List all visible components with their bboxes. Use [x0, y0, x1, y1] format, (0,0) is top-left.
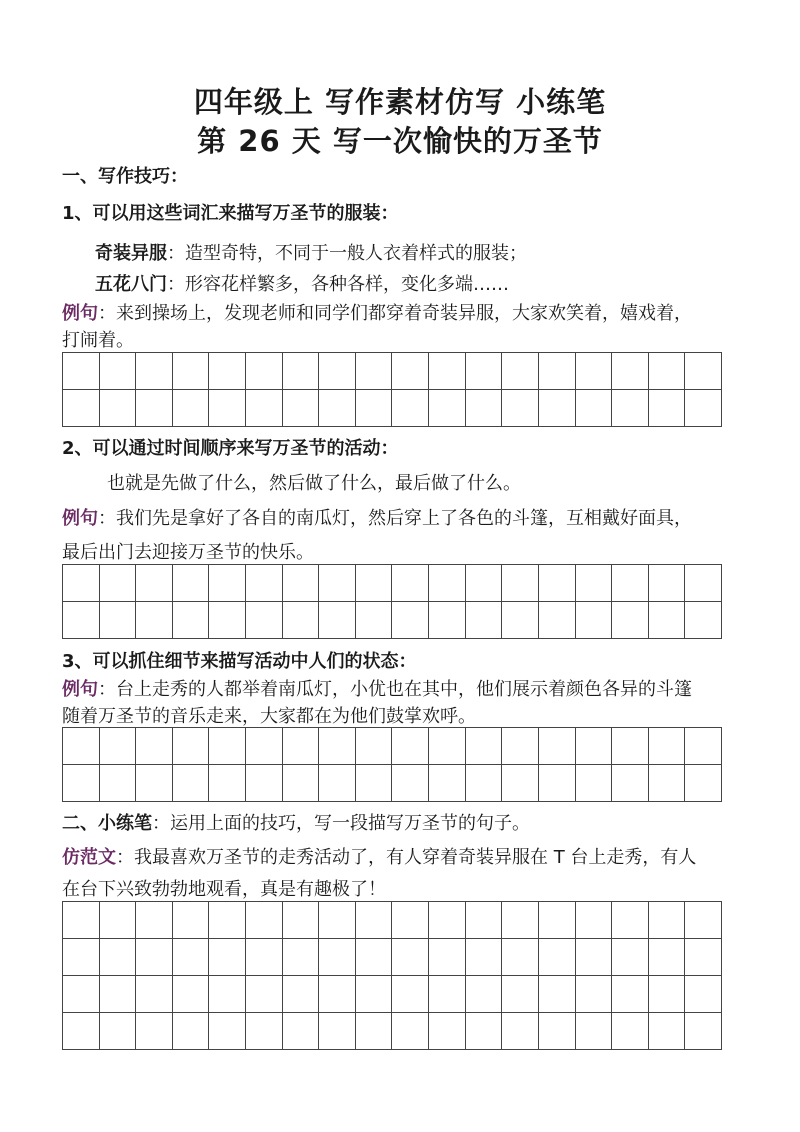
grid-cell[interactable] [246, 565, 283, 602]
grid-cell[interactable] [429, 602, 466, 639]
grid-cell[interactable] [319, 1013, 356, 1050]
grid-cell[interactable] [319, 976, 356, 1013]
tip2-example-text1: ：我们先是拿好了各自的南瓜灯，然后穿上了各色的斗篷，互相戴好面具， [98, 508, 692, 529]
grid-cell[interactable] [100, 602, 137, 639]
grid-cell[interactable] [209, 1013, 246, 1050]
grid-cell[interactable] [502, 939, 539, 976]
grid-cell[interactable] [649, 939, 686, 976]
grid-cell[interactable] [392, 939, 429, 976]
grid-cell[interactable] [576, 602, 613, 639]
grid-cell[interactable] [576, 1013, 613, 1050]
grid-cell[interactable] [100, 390, 137, 427]
grid-cell[interactable] [100, 728, 137, 765]
grid-cell[interactable] [429, 728, 466, 765]
grid-cell[interactable] [283, 902, 320, 939]
grid-cell[interactable] [246, 939, 283, 976]
grid-cell[interactable] [100, 765, 137, 802]
tip1-example-label: 例句 [62, 303, 98, 324]
grid-cell[interactable] [539, 902, 576, 939]
grid-cell[interactable] [209, 939, 246, 976]
writing-grid-4[interactable] [62, 901, 722, 1050]
grid-cell[interactable] [392, 728, 429, 765]
grid-cell[interactable] [649, 765, 686, 802]
grid-cell[interactable] [502, 976, 539, 1013]
grid-cell[interactable] [63, 353, 100, 390]
grid-cell[interactable] [319, 353, 356, 390]
grid-cell[interactable] [612, 765, 649, 802]
grid-cell[interactable] [429, 565, 466, 602]
grid-cell[interactable] [283, 939, 320, 976]
grid-cell[interactable] [612, 728, 649, 765]
grid-cell[interactable] [100, 976, 137, 1013]
grid-cell[interactable] [502, 728, 539, 765]
grid-cell[interactable] [612, 939, 649, 976]
writing-grid-1[interactable] [62, 352, 722, 427]
grid-cell[interactable] [576, 976, 613, 1013]
grid-cell[interactable] [209, 976, 246, 1013]
grid-cell[interactable] [539, 976, 576, 1013]
grid-cell[interactable] [466, 976, 503, 1013]
tip1-term2: 五花八门 [95, 274, 167, 295]
section2-heading: 二、小练笔 [62, 813, 152, 834]
grid-cell[interactable] [246, 602, 283, 639]
grid-cell[interactable] [576, 902, 613, 939]
section2-heading-line [62, 810, 732, 838]
grid-cell[interactable] [685, 353, 722, 390]
grid-cell[interactable] [466, 602, 503, 639]
tip2-example-line1 [62, 505, 732, 533]
grid-cell[interactable] [539, 765, 576, 802]
grid-cell[interactable] [466, 765, 503, 802]
grid-cell[interactable] [429, 1013, 466, 1050]
grid-cell[interactable] [392, 902, 429, 939]
grid-cell[interactable] [100, 939, 137, 976]
grid-cell[interactable] [356, 1013, 393, 1050]
grid-cell[interactable] [173, 939, 210, 976]
grid-cell[interactable] [136, 765, 173, 802]
grid-cell[interactable] [63, 390, 100, 427]
tip2-heading: 2、可以通过时间顺序来写万圣节的活动： [62, 438, 399, 459]
grid-cell[interactable] [356, 353, 393, 390]
worksheet-title: 四年级上 写作素材仿写 小练笔 [193, 85, 607, 119]
grid-cell[interactable] [392, 602, 429, 639]
grid-cell[interactable] [319, 602, 356, 639]
grid-cell[interactable] [209, 565, 246, 602]
grid-cell[interactable] [100, 902, 137, 939]
grid-cell[interactable] [283, 602, 320, 639]
grid-cell[interactable] [173, 602, 210, 639]
grid-cell[interactable] [466, 939, 503, 976]
grid-cell[interactable] [356, 728, 393, 765]
grid-cell[interactable] [209, 902, 246, 939]
grid-cell[interactable] [685, 976, 722, 1013]
grid-cell[interactable] [502, 353, 539, 390]
grid-cell[interactable] [319, 902, 356, 939]
grid-cell[interactable] [283, 728, 320, 765]
tip1-def2: ：形容花样繁多，各种各样，变化多端…… [167, 274, 509, 295]
grid-cell[interactable] [136, 602, 173, 639]
grid-cell[interactable] [100, 1013, 137, 1050]
grid-cell[interactable] [429, 390, 466, 427]
grid-cell[interactable] [649, 565, 686, 602]
grid-cell[interactable] [576, 765, 613, 802]
sample-line1 [62, 844, 732, 872]
grid-cell[interactable] [685, 765, 722, 802]
grid-cell[interactable] [63, 902, 100, 939]
grid-cell[interactable] [63, 765, 100, 802]
grid-cell[interactable] [246, 976, 283, 1013]
grid-cell[interactable] [136, 976, 173, 1013]
grid-cell[interactable] [283, 1013, 320, 1050]
grid-cell[interactable] [173, 902, 210, 939]
grid-cell[interactable] [63, 728, 100, 765]
grid-cell[interactable] [319, 939, 356, 976]
grid-cell[interactable] [392, 1013, 429, 1050]
grid-cell[interactable] [612, 390, 649, 427]
grid-cell[interactable] [649, 353, 686, 390]
grid-cell[interactable] [649, 902, 686, 939]
grid-cell[interactable] [173, 1013, 210, 1050]
tip3-example-line1 [62, 676, 732, 704]
tip3-example-label: 例句 [62, 679, 98, 700]
grid-cell[interactable] [173, 728, 210, 765]
grid-cell[interactable] [173, 976, 210, 1013]
grid-cell[interactable] [392, 765, 429, 802]
grid-cell[interactable] [502, 565, 539, 602]
tip1-term2-line [95, 271, 765, 299]
grid-cell[interactable] [209, 353, 246, 390]
grid-cell[interactable] [466, 390, 503, 427]
grid-cell[interactable] [246, 353, 283, 390]
grid-cell[interactable] [576, 565, 613, 602]
grid-cell[interactable] [392, 353, 429, 390]
grid-cell[interactable] [576, 939, 613, 976]
grid-cell[interactable] [356, 765, 393, 802]
grid-cell[interactable] [429, 902, 466, 939]
grid-cell[interactable] [466, 1013, 503, 1050]
grid-cell[interactable] [539, 390, 576, 427]
tip3-example-line2: 随着万圣节的音乐走来，大家都在为他们鼓掌欢呼。 [62, 706, 476, 727]
grid-cell[interactable] [612, 602, 649, 639]
grid-cell[interactable] [502, 602, 539, 639]
grid-cell[interactable] [319, 390, 356, 427]
grid-cell[interactable] [429, 353, 466, 390]
grid-cell[interactable] [319, 765, 356, 802]
grid-cell[interactable] [576, 353, 613, 390]
tip1-heading: 1、可以用这些词汇来描写万圣节的服装： [62, 203, 399, 224]
grid-cell[interactable] [392, 976, 429, 1013]
section2-instruction: ：运用上面的技巧，写一段描写万圣节的句子。 [152, 813, 530, 834]
tip1-def1: ：造型奇特，不同于一般人衣着样式的服装； [167, 243, 527, 264]
tip2-example-line2: 最后出门去迎接万圣节的快乐。 [62, 542, 314, 563]
grid-cell[interactable] [246, 390, 283, 427]
grid-cell[interactable] [612, 976, 649, 1013]
grid-cell[interactable] [649, 1013, 686, 1050]
grid-cell[interactable] [539, 1013, 576, 1050]
grid-cell[interactable] [63, 976, 100, 1013]
sample-label: 仿范文 [62, 847, 116, 868]
grid-cell[interactable] [685, 602, 722, 639]
grid-cell[interactable] [539, 353, 576, 390]
grid-cell[interactable] [502, 902, 539, 939]
grid-cell[interactable] [136, 353, 173, 390]
tip2-example-label: 例句 [62, 508, 98, 529]
grid-cell[interactable] [612, 565, 649, 602]
sample-line2: 在台下兴致勃勃地观看，真是有趣极了！ [62, 879, 386, 900]
tip1-term1-line [95, 240, 765, 268]
grid-cell[interactable] [136, 902, 173, 939]
grid-cell[interactable] [173, 565, 210, 602]
grid-cell[interactable] [502, 765, 539, 802]
grid-cell[interactable] [576, 390, 613, 427]
grid-cell[interactable] [685, 728, 722, 765]
grid-cell[interactable] [136, 728, 173, 765]
tip2-desc: 也就是先做了什么，然后做了什么，最后做了什么。 [107, 473, 521, 494]
grid-cell[interactable] [685, 565, 722, 602]
grid-cell[interactable] [356, 390, 393, 427]
tip3-example-text1: ：台上走秀的人都举着南瓜灯，小优也在其中，他们展示着颜色各异的斗篷 [98, 679, 692, 700]
grid-cell[interactable] [209, 728, 246, 765]
grid-cell[interactable] [63, 602, 100, 639]
grid-cell[interactable] [649, 976, 686, 1013]
grid-cell[interactable] [429, 765, 466, 802]
grid-cell[interactable] [356, 602, 393, 639]
grid-cell[interactable] [283, 565, 320, 602]
grid-cell[interactable] [356, 939, 393, 976]
grid-cell[interactable] [612, 902, 649, 939]
grid-cell[interactable] [429, 939, 466, 976]
section1-heading: 一、写作技巧： [62, 166, 188, 187]
grid-cell[interactable] [209, 765, 246, 802]
grid-cell[interactable] [539, 939, 576, 976]
grid-cell[interactable] [209, 602, 246, 639]
grid-cell[interactable] [356, 902, 393, 939]
grid-cell[interactable] [100, 353, 137, 390]
sample-text1: ：我最喜欢万圣节的走秀活动了，有人穿着奇装异服在 T 台上走秀，有人 [116, 847, 697, 868]
grid-cell[interactable] [392, 390, 429, 427]
writing-grid-3[interactable] [62, 727, 722, 802]
grid-cell[interactable] [356, 976, 393, 1013]
grid-cell[interactable] [466, 902, 503, 939]
grid-cell[interactable] [392, 565, 429, 602]
grid-cell[interactable] [283, 765, 320, 802]
grid-cell[interactable] [173, 765, 210, 802]
grid-cell[interactable] [209, 390, 246, 427]
grid-cell[interactable] [136, 390, 173, 427]
grid-cell[interactable] [649, 602, 686, 639]
worksheet-subtitle: 第 26 天 写一次愉快的万圣节 [197, 124, 603, 158]
grid-cell[interactable] [685, 939, 722, 976]
grid-cell[interactable] [539, 728, 576, 765]
grid-cell[interactable] [136, 1013, 173, 1050]
grid-cell[interactable] [685, 902, 722, 939]
grid-cell[interactable] [356, 565, 393, 602]
grid-cell[interactable] [466, 565, 503, 602]
tip1-example-line1 [62, 300, 732, 328]
grid-cell[interactable] [685, 390, 722, 427]
grid-cell[interactable] [283, 390, 320, 427]
grid-cell[interactable] [612, 1013, 649, 1050]
grid-cell[interactable] [136, 939, 173, 976]
grid-cell[interactable] [502, 1013, 539, 1050]
grid-cell[interactable] [246, 1013, 283, 1050]
grid-cell[interactable] [429, 976, 466, 1013]
grid-cell[interactable] [283, 976, 320, 1013]
grid-cell[interactable] [63, 565, 100, 602]
grid-cell[interactable] [63, 939, 100, 976]
writing-grid-2[interactable] [62, 564, 722, 639]
grid-cell[interactable] [466, 728, 503, 765]
grid-cell[interactable] [466, 353, 503, 390]
grid-cell[interactable] [100, 565, 137, 602]
grid-cell[interactable] [319, 565, 356, 602]
tip1-example-line2: 打闹着。 [62, 330, 134, 351]
grid-cell[interactable] [319, 728, 356, 765]
grid-cell[interactable] [63, 1013, 100, 1050]
grid-cell[interactable] [539, 565, 576, 602]
tip1-term1: 奇装异服 [95, 243, 167, 264]
grid-cell[interactable] [136, 565, 173, 602]
grid-cell[interactable] [283, 353, 320, 390]
grid-cell[interactable] [685, 1013, 722, 1050]
grid-cell[interactable] [173, 353, 210, 390]
grid-cell[interactable] [576, 728, 613, 765]
grid-cell[interactable] [649, 728, 686, 765]
grid-cell[interactable] [502, 390, 539, 427]
grid-cell[interactable] [539, 602, 576, 639]
grid-cell[interactable] [612, 353, 649, 390]
grid-cell[interactable] [649, 390, 686, 427]
grid-cell[interactable] [173, 390, 210, 427]
grid-cell[interactable] [246, 902, 283, 939]
tip3-heading: 3、可以抓住细节来描写活动中人们的状态： [62, 651, 417, 672]
grid-cell[interactable] [246, 765, 283, 802]
tip1-example-text1: ：来到操场上，发现老师和同学们都穿着奇装异服，大家欢笑着，嬉戏着， [98, 303, 692, 324]
grid-cell[interactable] [246, 728, 283, 765]
